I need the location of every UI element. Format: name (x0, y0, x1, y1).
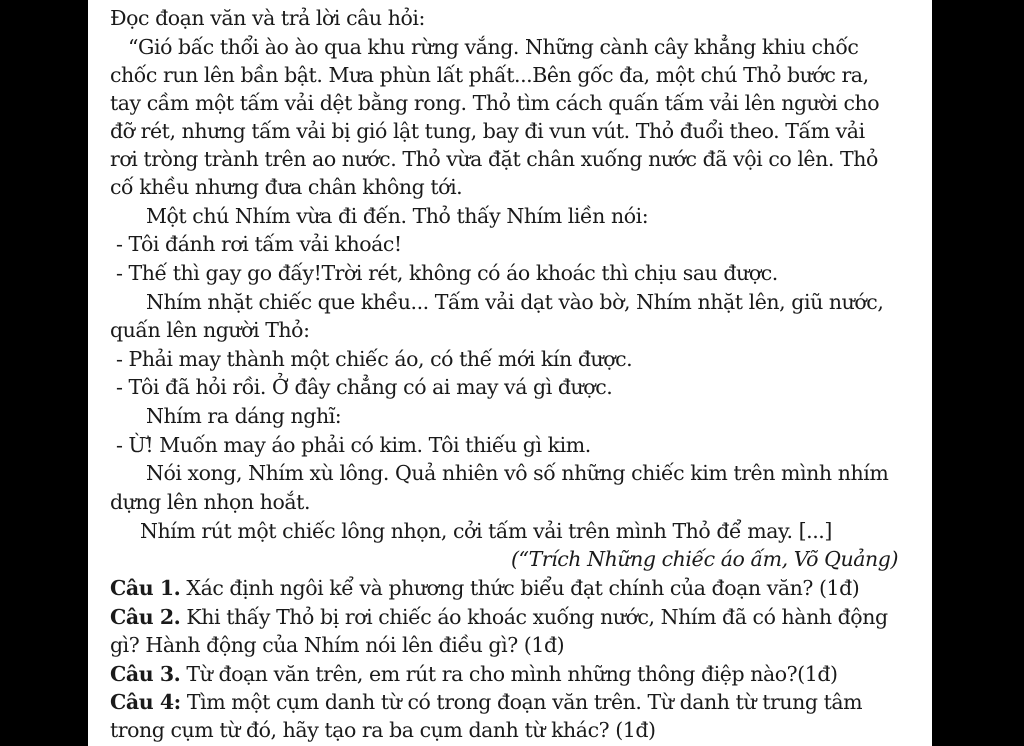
passage-line-7: Một chú Nhím vừa đi đến. Thỏ thấy Nhím liền nói: (146, 204, 649, 228)
question-2-text: Khi thấy Thỏ bị rơi chiếc áo khoác xuống nước, Nhím đã có hành động (186, 605, 888, 629)
dialogue-line-5: - Ừ! Muốn may áo phải có kim. Tôi thiếu gì kim. (116, 433, 591, 457)
passage-line-4: đỡ rét, nhưng tấm vải bị gió lật tung, bay đi vun vút. Thỏ đuổi theo. Tấm vải (110, 119, 865, 143)
passage-line-1: “Gió bấc thổi ào ào qua khu rừng vắng. Những cành cây khẳng khiu chốc (128, 35, 859, 59)
passage-line-13: Nhím rút một chiếc lông nhọn, cởi tấm vải trên mình Thỏ để may. [...] (140, 519, 832, 543)
instruction-line: Đọc đoạn văn và trả lời câu hỏi: (110, 6, 425, 30)
question-1-text: Xác định ngôi kể và phương thức biểu đạt chính của đoạn văn? (1đ) (186, 576, 860, 600)
passage-line-10: Nhím ra dáng nghĩ: (146, 404, 342, 428)
passage-line-12: dựng lên nhọn hoắt. (110, 490, 311, 514)
passage-line-3: tay cầm một tấm vải dệt bằng rong. Thỏ tìm cách quấn tấm vải lên người cho (110, 91, 880, 115)
question-2 (110, 603, 888, 631)
passage-line-8: Nhím nhặt chiếc que khều... Tấm vải dạt vào bờ, Nhím nhặt lên, giũ nước, (146, 290, 884, 314)
passage-line-5: rơi tròng trành trên ao nước. Thỏ vừa đặt chân xuống nước đã vội co lên. Thỏ (110, 147, 878, 171)
question-4-continued: trong cụm từ đó, hãy tạo ra ba cụm danh từ khác? (1đ) (110, 718, 656, 742)
document-page (88, 0, 932, 746)
passage-line-2: chốc run lên bần bật. Mưa phùn lất phất...Bên gốc đa, một chú Thỏ bước ra, (110, 63, 869, 87)
question-2-continued: gì? Hành động của Nhím nói lên điều gì? (1đ) (110, 633, 565, 657)
question-2-label: Câu 2. (110, 605, 181, 629)
dialogue-line-2: - Thế thì gay go đấy!Trời rét, không có áo khoác thì chịu sau được. (116, 261, 778, 285)
source-citation: (“Trích Những chiếc áo ấm, Võ Quảng) (511, 547, 898, 571)
question-3-text: Từ đoạn văn trên, em rút ra cho mình những thông điệp nào?(1đ) (186, 662, 838, 686)
passage-line-9: quấn lên người Thỏ: (110, 318, 310, 342)
passage-line-11: Nói xong, Nhím xù lông. Quả nhiên vô số những chiếc kim trên mình nhím (146, 461, 889, 485)
dialogue-line-3: - Phải may thành một chiếc áo, có thế mới kín được. (116, 347, 633, 371)
question-4 (110, 688, 862, 716)
dialogue-line-4: - Tôi đã hỏi rồi. Ở đây chẳng có ai may vá gì được. (116, 375, 613, 399)
question-4-text: Tìm một cụm danh từ có trong đoạn văn trên. Từ danh từ trung tâm (186, 690, 863, 714)
question-4-label: Câu 4: (110, 690, 181, 714)
dialogue-line-1: - Tôi đánh rơi tấm vải khoác! (116, 232, 402, 256)
question-3-label: Câu 3. (110, 662, 181, 686)
question-3 (110, 660, 838, 688)
question-1 (110, 574, 859, 602)
question-1-label: Câu 1. (110, 576, 181, 600)
passage-line-6: cố khều nhưng đưa chân không tới. (110, 175, 463, 199)
cropped-text-fragment (418, 0, 528, 1)
